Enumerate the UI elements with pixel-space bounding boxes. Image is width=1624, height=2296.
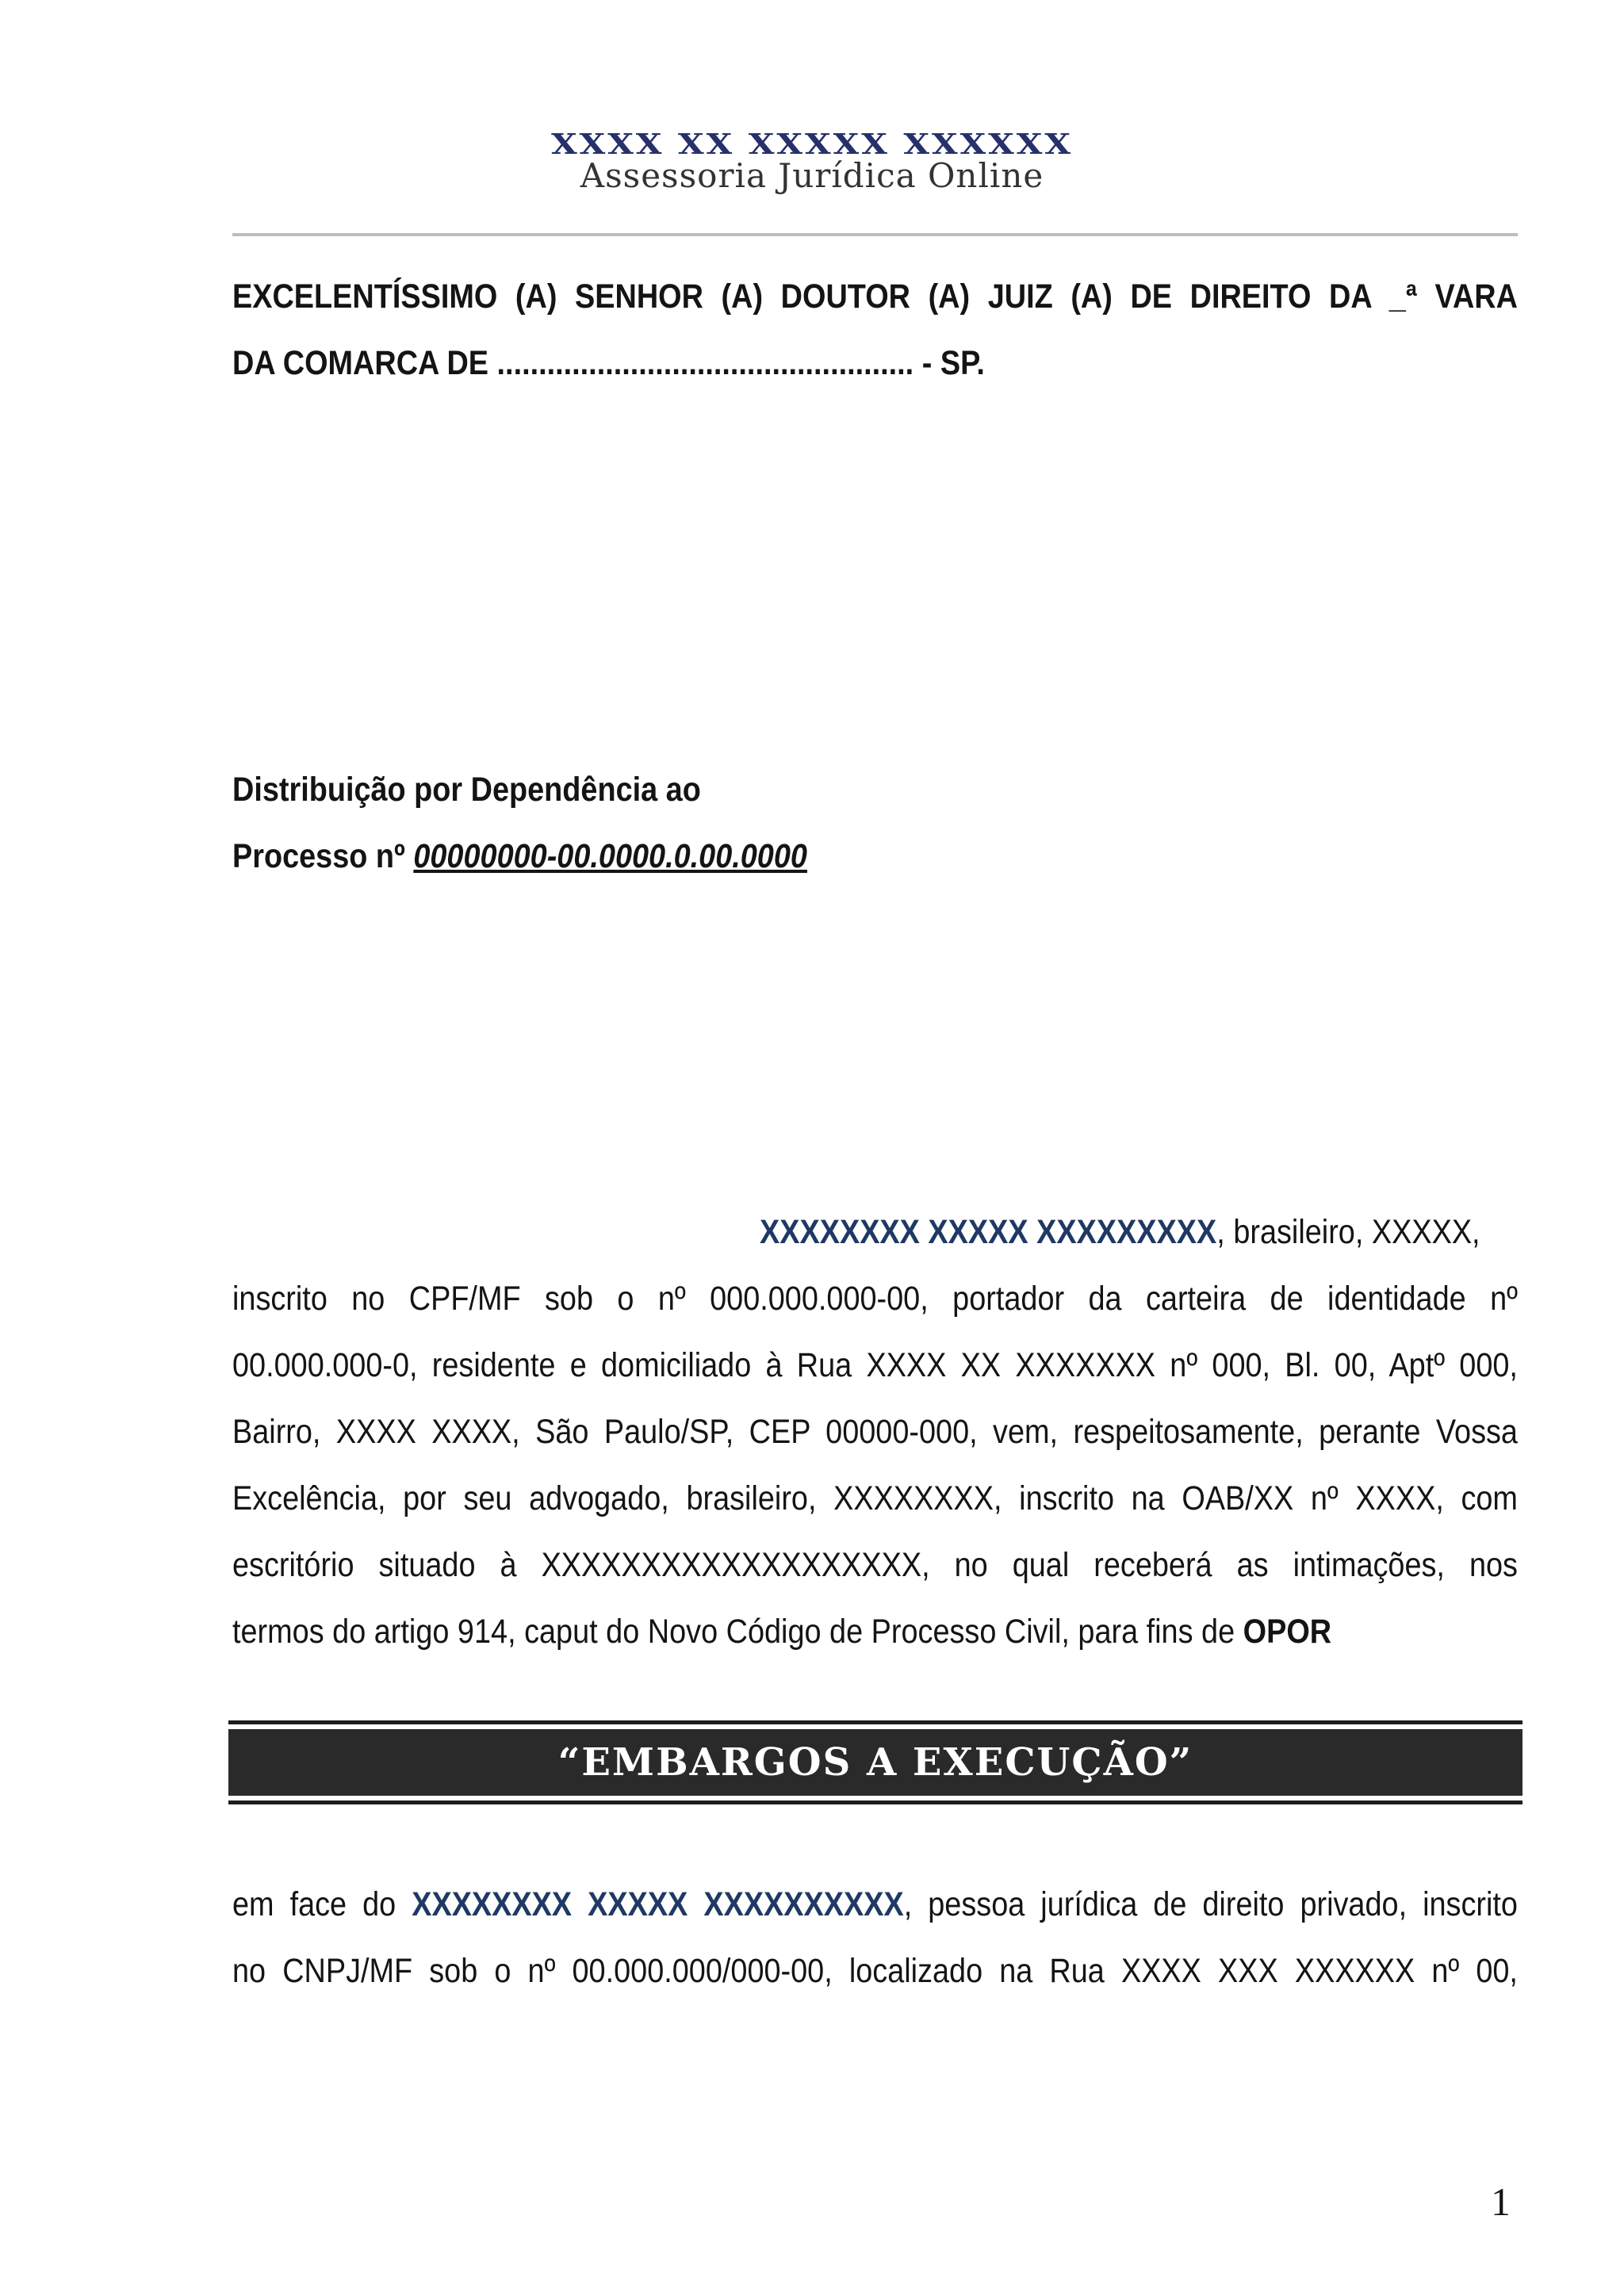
qualification-line-2: inscrito no CPF/MF sob o nº 000.000.000-00, portador da carteira de identidade nº <box>232 1280 1518 1318</box>
banner-title: “EMBARGOS A EXECUÇÃO” <box>228 1729 1522 1796</box>
process-line <box>232 837 807 876</box>
addressee-line-1: EXCELENTÍSSIMO (A) SENHOR (A) DOUTOR (A) JUIZ (A) DE DIREITO DA _ª VARA <box>232 277 1518 316</box>
defendant-intro: , pessoa jurídica de direito privado, inscrito <box>903 1885 1518 1923</box>
firm-subtitle: Assessoria Jurídica Online <box>580 156 1044 195</box>
qualification-line-5: Excelência, por seu advogado, brasileiro, XXXXXXXX, inscrito na OAB/XX nº XXXX, com <box>232 1479 1518 1517</box>
qualification-line-3: 00.000.000-0, residente e domiciliado à Rua XXXX XX XXXXXXX nº 000, Bl. 00, Aptº 000, <box>232 1346 1518 1384</box>
section-banner <box>228 1720 1522 1804</box>
plaintiff-name: XXXXXXXX XXXXX XXXXXXXXX <box>760 1213 1217 1251</box>
firm-name: XXXX XX XXXXX XXXXXX <box>551 127 1073 161</box>
qualification-line-6: escritório situado à XXXXXXXXXXXXXXXXXXX, no qual receberá as intimações, nos <box>232 1546 1518 1584</box>
header-divider <box>232 233 1518 236</box>
page-number: 1 <box>1491 2179 1511 2224</box>
addressee-line-2: DA COMARCA DE .................................................. - SP. <box>232 344 985 382</box>
defendant-line-2: no CNPJ/MF sob o nº 00.000.000/000-00, localizado na Rua XXXX XXX XXXXXX nº 00, <box>232 1952 1518 1990</box>
defendant-prefix: em face do <box>232 1885 412 1923</box>
process-label: Processo nº <box>232 837 405 875</box>
defendant-name: XXXXXXXX XXXXX XXXXXXXXXX <box>412 1885 904 1923</box>
distribution-label: Distribuição por Dependência ao <box>232 771 701 809</box>
qualification-line-1 <box>760 1213 1480 1252</box>
process-number: 00000000-00.0000.0.00.0000 <box>413 837 807 875</box>
qualification-line-7 <box>232 1613 1331 1651</box>
qualification-line-4: Bairro, XXXX XXXX, São Paulo/SP, CEP 00000-000, vem, respeitosamente, perante Vossa <box>232 1413 1518 1451</box>
letterhead <box>0 127 1624 193</box>
opor-keyword: OPOR <box>1243 1613 1332 1651</box>
plaintiff-intro: , brasileiro, XXXXX, <box>1216 1213 1480 1251</box>
qualification-line-7-text: termos do artigo 914, caput do Novo Código de Processo Civil, para fins de <box>232 1613 1235 1651</box>
defendant-line-1 <box>232 1885 1518 1924</box>
